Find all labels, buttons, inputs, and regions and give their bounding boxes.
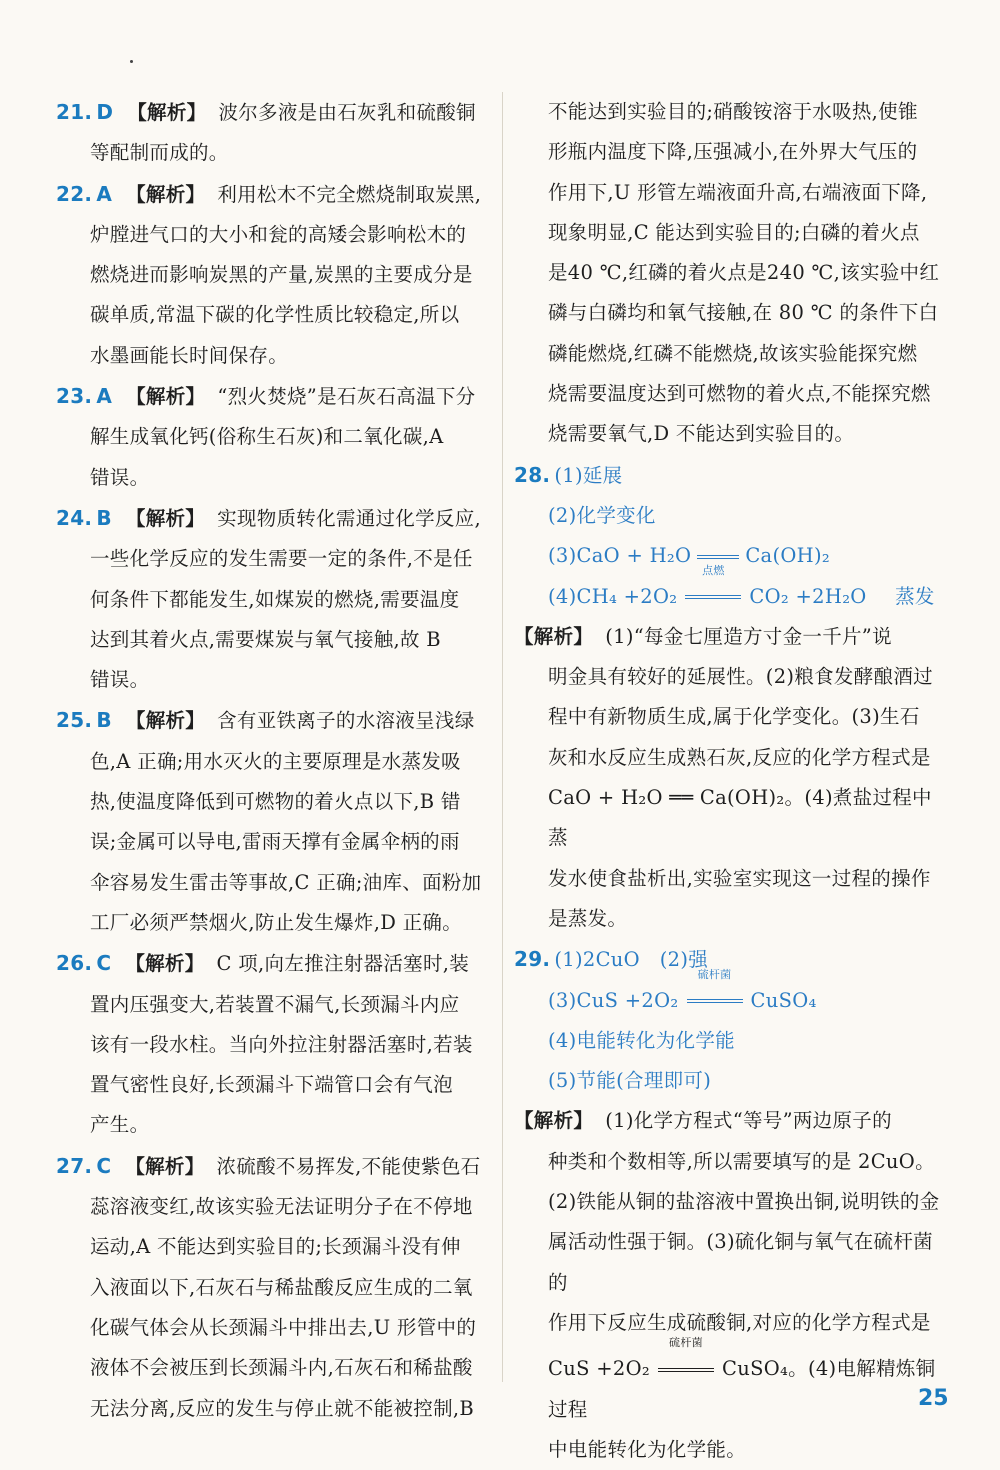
text-line: 是40 ℃,红磷的着火点是240 ℃,该实验中红 xyxy=(548,261,940,285)
text-line: 烧需要氧气,D 不能达到实验目的。 xyxy=(548,422,855,446)
answer-2: (2)化学变化 xyxy=(548,503,656,527)
question-number: 28. xyxy=(514,462,551,487)
answer-letter: A xyxy=(96,181,113,206)
text-line: 何条件下都能发生,如煤炭的燃烧,需要温度 xyxy=(90,587,460,611)
analysis-tag: 【解析】 xyxy=(514,624,594,648)
text-line: 该有一段水柱。当向外拉注射器活塞时,若装 xyxy=(90,1032,473,1056)
text-line: (1)“每金七厘造方寸金一千片”说 xyxy=(605,624,892,648)
column-divider xyxy=(502,92,503,1382)
analysis-tag: 【解析】 xyxy=(127,101,207,124)
answer-4: (4)电能转化为化学能 xyxy=(548,1028,735,1052)
equation-lhs: (3)CaO + H₂O xyxy=(548,544,692,568)
condition-label: 点燃 xyxy=(702,563,725,577)
analysis-tag: 【解析】 xyxy=(125,709,206,733)
equals-sign xyxy=(697,555,739,559)
question-29 xyxy=(514,939,946,1470)
answer-extra: 蒸发 xyxy=(895,584,935,608)
text-line: 热,使温度降低到可燃物的着火点以下,B 错 xyxy=(90,790,461,814)
question-number: 29. xyxy=(514,947,551,972)
analysis-tag: 【解析】 xyxy=(126,385,206,409)
text-line: 水墨画能长时间保存。 xyxy=(90,343,289,367)
question-23 xyxy=(56,376,494,498)
question-21 xyxy=(56,92,494,174)
answer-letter: B xyxy=(96,708,112,733)
right-column xyxy=(514,92,946,1470)
text-line: 现象明显,C 能达到实验目的;白磷的着火点 xyxy=(548,220,920,244)
text-line: 作用下反应生成硫酸铜,对应的化学方程式是 xyxy=(548,1310,931,1334)
text-line: 实现物质转化需通过化学反应, xyxy=(217,506,481,530)
question-number: 27. xyxy=(56,1153,93,1178)
text-line: 利用松木不完全燃烧制取炭黑, xyxy=(217,182,482,206)
answer-letter: B xyxy=(96,505,112,530)
question-24 xyxy=(56,498,494,700)
equals-sign xyxy=(658,1368,714,1372)
text-line: “烈火焚烧”是石灰石高温下分 xyxy=(217,385,476,409)
question-27 xyxy=(56,1146,494,1429)
equation-lhs: CuS +2O₂ xyxy=(548,1357,650,1381)
question-22 xyxy=(56,174,494,376)
analysis-block xyxy=(514,617,946,939)
text-line: (1)化学方程式“等号”两边原子的 xyxy=(605,1109,892,1133)
text-line: C 项,向左推注射器活塞时,装 xyxy=(216,952,470,976)
equation-lhs: (4)CH₄ +2O₂ xyxy=(548,584,678,608)
text-line: 置气密性良好,长颈漏斗下端管口会有气泡 xyxy=(90,1073,453,1097)
text-line: 蕊溶液变红,故该实验无法证明分子在不停地 xyxy=(90,1195,473,1219)
reaction-condition xyxy=(683,967,747,1021)
equals-sign xyxy=(685,595,741,599)
equation-rhs: CuSO₄ xyxy=(750,988,817,1012)
question-number: 26. xyxy=(56,951,93,976)
answer-5: (5)节能(合理即可) xyxy=(548,1069,712,1093)
equation-rhs: CuSO₄。(4)电解精炼铜过程 xyxy=(548,1357,936,1421)
text-line: 碳单质,常温下碳的化学性质比较稳定,所以 xyxy=(90,303,460,327)
analysis-tag: 【解析】 xyxy=(514,1109,594,1133)
question-number: 24. xyxy=(56,505,93,530)
text-line: 错误。 xyxy=(90,465,150,489)
text-line: 化碳气体会从长颈漏斗中排出去,U 形管中的 xyxy=(90,1315,477,1339)
text-line: 伞容易发生雷击等事故,C 正确;油库、面粉加 xyxy=(90,870,482,894)
condition-label: 硫杆菌 xyxy=(669,1336,703,1350)
analysis-tag: 【解析】 xyxy=(125,952,205,976)
question-28 xyxy=(514,455,946,940)
question-25 xyxy=(56,700,494,943)
text-line: 置内压强变大,若装置不漏气,长颈漏斗内应 xyxy=(90,992,460,1016)
equals-sign xyxy=(687,999,743,1003)
text-line: 磷与白磷均和氧气接触,在 80 ℃ 的条件下白 xyxy=(548,301,939,325)
text-line: 形瓶内温度下降,压强减小,在外界大气压的 xyxy=(548,140,918,164)
question-number: 23. xyxy=(56,384,93,409)
text-line: 不能达到实验目的;硝酸铵溶于水吸热,使锥 xyxy=(548,100,918,123)
text-line: 磷能燃烧,红磷不能燃烧,故该实验能探究燃 xyxy=(548,341,918,365)
text-line: 种类和个数相等,所以需要填写的是 2CuO。 xyxy=(548,1149,935,1173)
text-line: 液体不会被压到长颈漏斗内,石灰石和稀盐酸 xyxy=(90,1356,473,1380)
text-line: 解生成氧化钙(俗称生石灰)和二氧化碳,A xyxy=(90,425,444,449)
analysis-block xyxy=(514,1101,946,1470)
text-line: CaO + H₂O ══ Ca(OH)₂。(4)煮盐过程中蒸 xyxy=(548,786,932,850)
text-line: 达到其着火点,需要煤炭与氧气接触,故 B xyxy=(90,627,441,651)
question-26 xyxy=(56,943,494,1145)
equation-rhs: Ca(OH)₂ xyxy=(745,544,830,568)
text-line: 等配制而成的。 xyxy=(90,141,229,165)
answer-letter: C xyxy=(96,951,112,976)
answer-letter: A xyxy=(96,384,113,409)
text-line: 中电能转化为化学能。 xyxy=(548,1437,747,1461)
text-line: 烧需要温度达到可燃物的着火点,不能探究燃 xyxy=(548,382,931,406)
text-line: 燃烧进而影响炭黑的产量,炭黑的主要成分是 xyxy=(90,263,473,287)
condition-label: 硫杆菌 xyxy=(697,967,732,981)
analysis-tag: 【解析】 xyxy=(125,1154,205,1178)
text-line: 含有亚铁离子的水溶液呈浅绿 xyxy=(217,709,475,733)
text-line: 作用下,U 形管左端液面升高,右端液面下降, xyxy=(548,180,928,204)
question-number: 21. xyxy=(56,100,93,124)
question-27-continued xyxy=(514,92,946,455)
text-line: 炉膛进气口的大小和瓮的高矮会影响松木的 xyxy=(90,222,467,246)
dot-mark xyxy=(130,60,133,63)
text-line: 入液面以下,石灰石与稀盐酸反应生成的二氧 xyxy=(90,1275,473,1299)
text-line: 属活动性强于铜。(3)硫化铜与氧气在硫杆菌的 xyxy=(548,1230,933,1294)
equation-lhs: (3)CuS +2O₂ xyxy=(548,988,679,1012)
text-line: 发水使食盐析出,实验室实现这一过程的操作 xyxy=(548,866,931,890)
text-line: 工厂必须严禁烟火,防止发生爆炸,D 正确。 xyxy=(90,910,463,934)
text-line: (2)铁能从铜的盐溶液中置换出铜,说明铁的金 xyxy=(548,1190,940,1214)
analysis-tag: 【解析】 xyxy=(125,506,206,530)
question-number: 22. xyxy=(56,181,93,206)
reaction-condition xyxy=(654,1336,718,1389)
answer-4 xyxy=(514,563,946,617)
text-line: 波尔多液是由石灰乳和硫酸铜 xyxy=(218,101,476,124)
text-line: 是蒸发。 xyxy=(548,906,628,930)
analysis-tag: 【解析】 xyxy=(126,182,206,206)
answer-letter: D xyxy=(96,100,114,124)
answer-letter: C xyxy=(96,1153,112,1178)
text-line: 运动,A 不能达到实验目的;长颈漏斗没有伸 xyxy=(90,1235,461,1259)
text-line: 程中有新物质生成,属于化学变化。(3)生石 xyxy=(548,705,920,729)
reaction-condition xyxy=(681,563,745,617)
text-line: 错误。 xyxy=(90,668,150,692)
text-line: 一些化学反应的发生需要一定的条件,不是任 xyxy=(90,547,473,571)
text-line: 色,A 正确;用水灭火的主要原理是水蒸发吸 xyxy=(90,749,461,773)
answer-1: (1)延展 xyxy=(554,463,623,487)
answer-1-2: (1)2CuO (2)强 xyxy=(554,948,709,972)
page-number: 25 xyxy=(918,1386,949,1411)
text-line: 无法分离,反应的发生与停止就不能被控制,B xyxy=(90,1396,475,1420)
text-line: 明金具有较好的延展性。(2)粮食发酵酿酒过 xyxy=(548,665,933,689)
text-line: 灰和水反应生成熟石灰,反应的化学方程式是 xyxy=(548,745,931,769)
left-column xyxy=(56,92,494,1429)
text-line: 误;金属可以导电,雷雨天撑有金属伞柄的雨 xyxy=(90,830,460,854)
equation-line xyxy=(514,1336,946,1430)
answer-3 xyxy=(514,967,946,1021)
text-line: 浓硫酸不易挥发,不能使紫色石 xyxy=(216,1154,481,1178)
question-number: 25. xyxy=(56,708,93,733)
text-line: 产生。 xyxy=(90,1113,150,1137)
equation-rhs: CO₂ +2H₂O xyxy=(749,584,867,608)
